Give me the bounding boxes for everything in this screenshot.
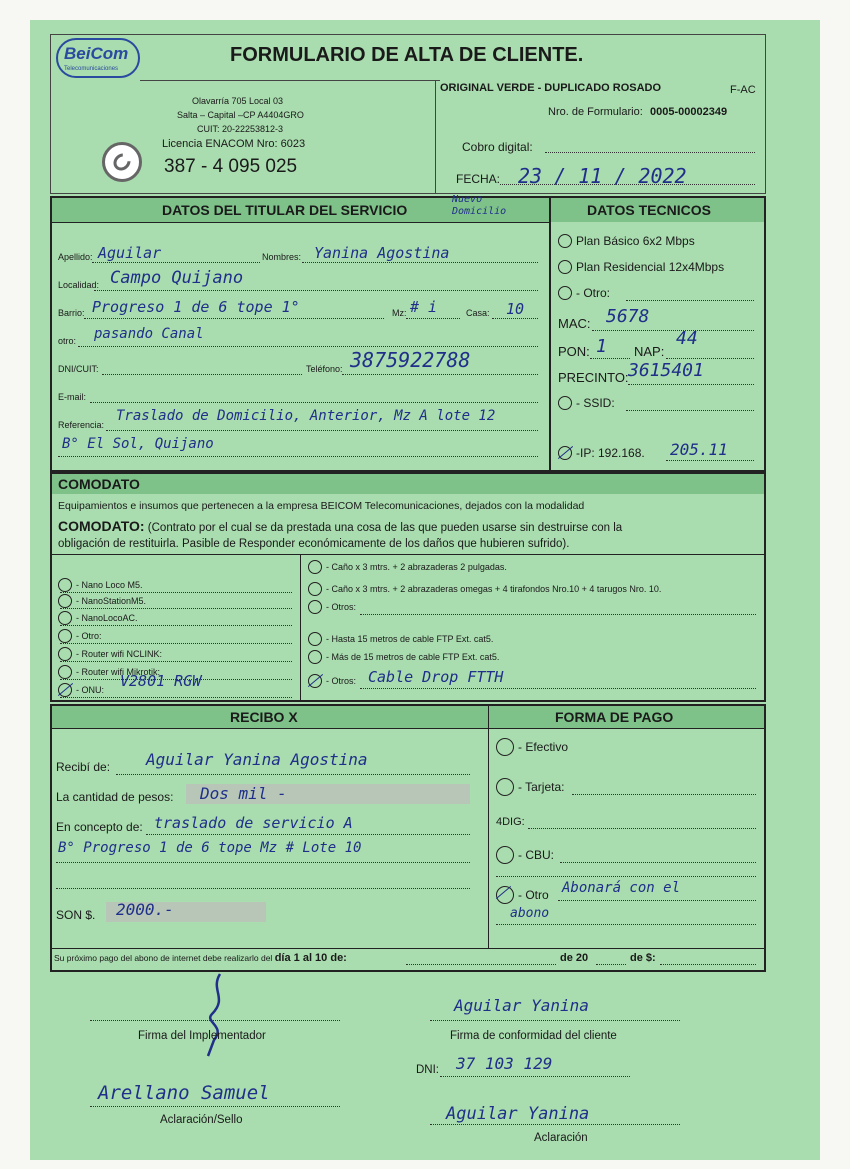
address-line-2: Salta – Capital –CP A4404GRO bbox=[177, 110, 304, 120]
son-label: SON $. bbox=[56, 908, 96, 922]
proximo-anio-line bbox=[596, 964, 626, 965]
radio-checked-icon bbox=[496, 886, 514, 904]
recibi-value: Aguilar Yanina Agostina bbox=[146, 750, 368, 769]
cbu-line bbox=[560, 862, 756, 863]
comodato-left-option-label: - ONU: bbox=[76, 685, 104, 695]
comodato-otros-line bbox=[360, 614, 756, 615]
radio-circle-icon bbox=[58, 578, 72, 592]
tecnicos-title: DATOS TECNICOS bbox=[587, 202, 711, 218]
telefono-line bbox=[342, 374, 538, 375]
phone-number: 387 - 4 095 025 bbox=[164, 156, 298, 177]
divider bbox=[140, 80, 440, 81]
mac-label: MAC: bbox=[558, 316, 591, 331]
nuevo-domicilio-note: Nuevo Domicilio bbox=[452, 194, 507, 217]
comodato-left-option[interactable] bbox=[58, 578, 143, 592]
comodato-left-line bbox=[60, 625, 292, 626]
divider bbox=[52, 222, 549, 223]
divider bbox=[52, 948, 764, 949]
tarjeta-label: - Tarjeta: bbox=[518, 780, 565, 794]
dni-cuit-label: DNI/CUIT: bbox=[58, 364, 99, 374]
radio-checked-icon bbox=[58, 683, 72, 697]
radio-circle-icon bbox=[308, 650, 322, 664]
firma-implementador-line bbox=[90, 1020, 340, 1021]
dni-line bbox=[440, 1076, 630, 1077]
radio-circle-icon bbox=[308, 560, 322, 574]
ip-option[interactable] bbox=[558, 446, 645, 460]
cbu-option[interactable] bbox=[496, 846, 554, 864]
comodato-left-option-label: - Router wifi NCLINK: bbox=[76, 649, 163, 659]
radio-circle-icon bbox=[496, 738, 514, 756]
pon-label: PON: bbox=[558, 344, 590, 359]
comodato-right-option-label: - Caño x 3 mtrs. + 2 abrazaderas omegas + 4 tirafondos Nro.10 + 4 tarugos Nro. 10. bbox=[326, 584, 662, 594]
apellido-line bbox=[92, 262, 260, 263]
referencia-line bbox=[106, 430, 538, 431]
plan-residencial-label: Plan Residencial 12x4Mbps bbox=[576, 260, 725, 274]
logo-text: BeiCom bbox=[64, 44, 129, 63]
comodato-left-option-label: - NanoStationM5. bbox=[76, 596, 147, 606]
radio-circle-icon bbox=[558, 234, 572, 248]
beicom-logo bbox=[56, 38, 140, 78]
form-title: FORMULARIO DE ALTA DE CLIENTE. bbox=[230, 44, 584, 66]
pago-header bbox=[489, 706, 764, 728]
onu-value: V2801 RGW bbox=[120, 672, 202, 690]
referencia-line-2 bbox=[58, 456, 538, 457]
tarjeta-line bbox=[572, 794, 756, 795]
digitos-label: 4DIG: bbox=[496, 816, 525, 828]
firma-cliente-line bbox=[430, 1020, 680, 1021]
divider bbox=[52, 554, 764, 555]
logo-subtitle: Telecomunicaciones bbox=[64, 66, 119, 72]
comodato-left-option-label: - Nano Loco M5. bbox=[76, 580, 143, 590]
radio-circle-icon bbox=[558, 286, 572, 300]
radio-circle-icon bbox=[558, 260, 572, 274]
cantidad-label: La cantidad de pesos: bbox=[56, 790, 174, 804]
recibi-line bbox=[116, 774, 470, 775]
tarjeta-option[interactable] bbox=[496, 778, 564, 796]
concepto-value-2: B° Progreso 1 de 6 tope Mz # Lote 10 bbox=[58, 840, 362, 856]
comodato-right-option[interactable] bbox=[308, 560, 507, 574]
dni-cuit-line bbox=[102, 374, 302, 375]
casa-value: 10 bbox=[506, 300, 525, 318]
radio-circle-icon bbox=[58, 647, 72, 661]
proximo-pago-text bbox=[54, 952, 347, 964]
recibo-header bbox=[52, 706, 488, 728]
comodato-left-option-label: - Otro: bbox=[76, 631, 102, 641]
pon-value: 1 bbox=[596, 336, 607, 357]
concepto-line-2 bbox=[56, 862, 470, 863]
concepto-line bbox=[146, 834, 470, 835]
pon-line bbox=[590, 358, 630, 359]
ip-line bbox=[666, 460, 754, 461]
comodato-right-option-label: - Otros: bbox=[326, 602, 357, 612]
mac-value: 5678 bbox=[606, 306, 650, 327]
referencia-label: Referencia: bbox=[58, 420, 105, 430]
email-label: E-mail: bbox=[58, 392, 87, 402]
concepto-label: En concepto de: bbox=[56, 820, 143, 834]
pago-otro-line-2 bbox=[496, 924, 756, 925]
implementador-signature bbox=[190, 970, 250, 1060]
radio-checked-icon bbox=[308, 674, 322, 688]
ssid-option[interactable] bbox=[558, 396, 615, 410]
recibo-title: RECIBO X bbox=[230, 709, 298, 725]
aclaracion-line bbox=[430, 1124, 680, 1125]
apellido-label: Apellido: bbox=[58, 252, 93, 262]
mz-label: Mz: bbox=[392, 308, 407, 318]
nombres-value: Yanina Agostina bbox=[314, 244, 450, 262]
cuit-text: CUIT: 20-22253812-3 bbox=[197, 124, 284, 134]
pago-otro-line bbox=[558, 900, 756, 901]
firma-implementador-label: Firma del Implementador bbox=[138, 1030, 266, 1042]
radio-circle-icon bbox=[58, 594, 72, 608]
proximo-text-3: de 20 bbox=[560, 952, 589, 964]
pago-otro-value-2: abono bbox=[510, 906, 550, 921]
form-number-label: Nro. de Formulario: bbox=[548, 106, 643, 118]
nombres-line bbox=[302, 262, 538, 263]
otro-label: otro: bbox=[58, 336, 77, 346]
implementador-aclaracion-value: Arellano Samuel bbox=[98, 1082, 270, 1104]
divider bbox=[549, 198, 551, 470]
apellido-value: Aguilar bbox=[98, 244, 162, 262]
tecnicos-otro-label: - Otro: bbox=[576, 286, 611, 300]
aclaracion-sello-line bbox=[90, 1106, 340, 1107]
plan-basico-option[interactable] bbox=[558, 234, 695, 248]
comodato-left-option-label: - NanoLocoAC. bbox=[76, 613, 138, 623]
cobro-digital-label: Cobro digital: bbox=[462, 140, 533, 154]
son-value: 2000.- bbox=[116, 900, 174, 919]
localidad-label: Localidad: bbox=[58, 280, 100, 290]
nap-value: 44 bbox=[676, 328, 698, 349]
comodato-left-option[interactable] bbox=[58, 647, 162, 661]
localidad-line bbox=[94, 290, 538, 291]
cobro-digital-line bbox=[545, 152, 755, 153]
aclaracion-sello-label: Aclaración/Sello bbox=[160, 1114, 243, 1126]
comodato-left-option[interactable] bbox=[58, 629, 102, 643]
whatsapp-icon bbox=[102, 142, 142, 182]
form-sheet bbox=[30, 20, 820, 1160]
comodato-left-line bbox=[60, 643, 292, 644]
comodato-right-option[interactable] bbox=[308, 632, 493, 646]
otro-value: pasando Canal bbox=[94, 326, 204, 342]
comodato-left-option[interactable] bbox=[58, 594, 146, 608]
ip-value: 205.11 bbox=[670, 440, 728, 459]
copy-label: ORIGINAL VERDE - DUPLICADO ROSADO bbox=[440, 82, 662, 94]
comodato-left-option[interactable] bbox=[58, 611, 138, 625]
ip-label: -IP: 192.168. bbox=[576, 446, 645, 460]
radio-circle-icon bbox=[308, 632, 322, 646]
casa-line bbox=[492, 318, 538, 319]
comodato-right-option-label: - Más de 15 metros de cable FTP Ext. cat5. bbox=[326, 652, 500, 662]
proximo-monto-line bbox=[660, 964, 756, 965]
firma-cliente-label: Firma de conformidad del cliente bbox=[450, 1030, 617, 1042]
divider bbox=[488, 706, 489, 948]
radio-circle-icon bbox=[58, 665, 72, 679]
cbu-label: - CBU: bbox=[518, 848, 554, 862]
comodato-left-line bbox=[60, 592, 292, 593]
cbu-line-2 bbox=[496, 876, 756, 877]
comodato-left-option-label: - Router wifi Mikrotik: bbox=[76, 667, 161, 677]
cliente-signature: Aguilar Yanina bbox=[454, 996, 589, 1015]
comodato-left-line bbox=[60, 661, 292, 662]
tecnicos-otro-line bbox=[626, 300, 754, 301]
pago-otro-value-1: Abonará con el bbox=[562, 880, 681, 896]
comodato-otros-line bbox=[360, 688, 756, 689]
comodato-right-option[interactable] bbox=[308, 600, 356, 614]
telefono-value: 3875922788 bbox=[350, 348, 471, 372]
comodato-right-option-label: - Caño x 3 mtrs. + 2 abrazaderas 2 pulgadas. bbox=[326, 562, 507, 572]
fecha-value: 23 / 11 / 2022 bbox=[518, 164, 687, 188]
radio-circle-icon bbox=[558, 396, 572, 410]
comodato-definition: (Contrato por el cual se da prestada una cosa de las que pueden usarse sin destruirse con la bbox=[147, 522, 623, 534]
referencia-value-2: B° El Sol, Quijano bbox=[62, 436, 214, 452]
plan-residencial-option[interactable] bbox=[558, 260, 724, 274]
comodato-right-option-label: - Otros: bbox=[326, 676, 357, 686]
barrio-value: Progreso 1 de 6 tope 1° bbox=[92, 298, 300, 316]
efectivo-option[interactable] bbox=[496, 738, 568, 756]
cliente-aclaracion-value: Aguilar Yanina bbox=[446, 1104, 590, 1124]
divider bbox=[435, 80, 436, 194]
digitos-line bbox=[528, 828, 756, 829]
comodato-header bbox=[52, 474, 764, 494]
nap-line bbox=[666, 358, 754, 359]
cantidad-value: Dos mil - bbox=[200, 784, 287, 803]
radio-circle-icon bbox=[308, 582, 322, 596]
otros-value: Cable Drop FTTH bbox=[368, 668, 504, 686]
fecha-label: FECHA: bbox=[456, 172, 501, 186]
mz-value: # i bbox=[410, 298, 438, 316]
otro-line bbox=[78, 346, 538, 347]
nap-label: NAP: bbox=[634, 344, 665, 359]
efectivo-label: - Efectivo bbox=[518, 740, 569, 754]
nombres-label: Nombres: bbox=[262, 252, 302, 262]
radio-circle-icon bbox=[58, 611, 72, 625]
form-code: F-AC bbox=[730, 84, 756, 96]
pago-title: FORMA DE PAGO bbox=[555, 709, 674, 725]
precinto-line bbox=[628, 384, 754, 385]
proximo-text-4: de $: bbox=[630, 952, 656, 964]
divider bbox=[300, 554, 301, 700]
comodato-text-3: obligación de restituirla. Pasible de Responder económicamente de los daños que hubieren sufrido). bbox=[58, 538, 570, 550]
telefono-label: Teléfono: bbox=[306, 364, 343, 374]
comodato-text-2 bbox=[58, 518, 622, 534]
proximo-text-2: día 1 al 10 de: bbox=[274, 952, 347, 964]
comodato-title: COMODATO bbox=[58, 476, 140, 492]
comodato-right-option[interactable] bbox=[308, 650, 499, 664]
barrio-label: Barrio: bbox=[58, 308, 85, 318]
barrio-line bbox=[84, 318, 384, 319]
mac-line bbox=[592, 330, 754, 331]
concepto-value-1: traslado de servicio A bbox=[154, 814, 353, 832]
proximo-mes-line bbox=[406, 964, 556, 965]
pago-otro-label: - Otro bbox=[518, 888, 549, 902]
form-number: 0005-00002349 bbox=[650, 106, 728, 118]
aclaracion-label: Aclaración bbox=[534, 1132, 588, 1144]
ssid-label: - SSID: bbox=[576, 396, 615, 410]
dni-value: 37 103 129 bbox=[456, 1054, 553, 1073]
plan-basico-label: Plan Básico 6x2 Mbps bbox=[576, 234, 695, 248]
comodato-right-option-label: - Hasta 15 metros de cable FTP Ext. cat5. bbox=[326, 634, 494, 644]
tecnicos-otro-option[interactable] bbox=[558, 286, 610, 300]
pago-otro-option[interactable] bbox=[496, 886, 549, 904]
casa-label: Casa: bbox=[466, 308, 490, 318]
divider bbox=[52, 728, 764, 729]
precinto-value: 3615401 bbox=[628, 360, 704, 381]
referencia-value-1: Traslado de Domicilio, Anterior, Mz A lote 12 bbox=[116, 408, 496, 424]
radio-circle-icon bbox=[308, 600, 322, 614]
radio-circle-icon bbox=[58, 629, 72, 643]
comodato-left-line bbox=[60, 697, 292, 698]
comodato-left-option[interactable] bbox=[58, 683, 104, 697]
tecnicos-header bbox=[551, 198, 764, 222]
recibo-section bbox=[50, 704, 766, 972]
mz-line bbox=[406, 318, 460, 319]
comodato-strong: COMODATO: bbox=[58, 518, 145, 534]
concepto-line-3 bbox=[56, 888, 470, 889]
address-line-1: Olavarría 705 Local 03 bbox=[192, 96, 284, 106]
precinto-label: PRECINTO: bbox=[558, 370, 629, 385]
comodato-right-option[interactable] bbox=[308, 582, 661, 596]
radio-circle-icon bbox=[496, 778, 514, 796]
recibi-label: Recibí de: bbox=[56, 760, 111, 774]
licencia-text: Licencia ENACOM Nro: 6023 bbox=[162, 138, 306, 150]
dni-label: DNI: bbox=[416, 1064, 439, 1076]
localidad-value: Campo Quijano bbox=[110, 268, 244, 288]
radio-checked-icon bbox=[558, 446, 572, 460]
comodato-text-1: Equipamientos e insumos que pertenecen a la empresa BEICOM Telecomunicaciones, dejados con la modalidad bbox=[58, 500, 585, 512]
radio-circle-icon bbox=[496, 846, 514, 864]
proximo-text-1: Su próximo pago del abono de internet debe realizarlo del bbox=[54, 953, 273, 963]
comodato-right-option[interactable] bbox=[308, 674, 356, 688]
titular-title: DATOS DEL TITULAR DEL SERVICIO bbox=[162, 202, 408, 218]
ssid-line bbox=[626, 410, 754, 411]
email-line bbox=[90, 402, 538, 403]
comodato-left-line bbox=[60, 608, 292, 609]
